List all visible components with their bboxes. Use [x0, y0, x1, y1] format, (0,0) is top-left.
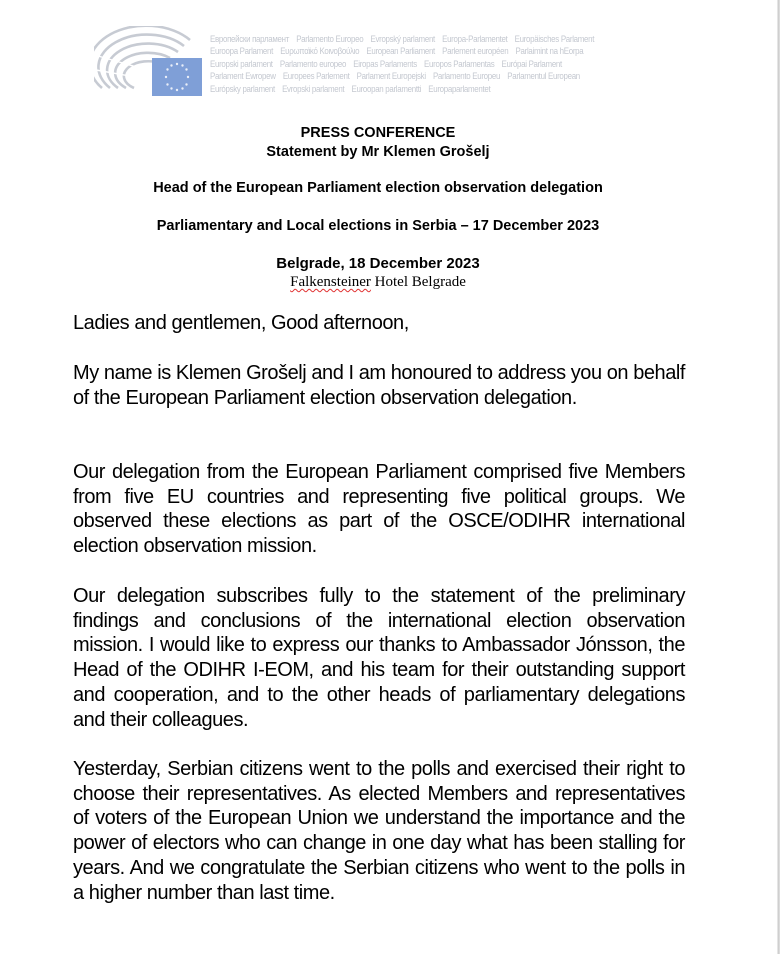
lang-name: Ευρωπαϊκό Κοινοβούλιο — [280, 46, 360, 57]
lang-line — [210, 45, 584, 57]
misspelled-word[interactable]: Falkensteiner — [290, 274, 371, 290]
lang-name: Európsky parlament — [210, 83, 275, 94]
lang-name: Europaparlamentet — [428, 83, 491, 94]
lang-name: Parlamento Europeu — [432, 71, 501, 82]
lang-line — [210, 58, 562, 70]
lang-name: Europski parlament — [210, 58, 273, 69]
lang-name: Evropski parlament — [282, 83, 345, 94]
lang-name: Европейски парламент — [210, 34, 290, 44]
paragraph-text: Our delegation subscribes fully to the statement of the preliminary findings and conclusions of the international election observation mission. I would like to express our thanks to Ambassador Jónsson, the Head of the ODIHR I-EOM, and his team for their outstanding support and cooperation, and to the other heads of parliamentary delegations and their colleagues. — [73, 585, 685, 731]
lang-name: Parlament Europejski — [356, 71, 426, 82]
lang-name: Parlaimint na hEorpa — [515, 46, 584, 57]
lang-name: Euroopan parlamentti — [351, 83, 422, 94]
lang-name: Eiropas Parlaments — [353, 58, 417, 69]
lang-name: Parlament Ewropew — [210, 71, 276, 82]
paragraph-delegation — [73, 460, 685, 559]
lang-name: Parlamento Europeo — [296, 34, 364, 44]
lang-name: Euroopa Parlament — [210, 46, 274, 57]
lang-line — [210, 83, 562, 95]
venue-text: Hotel Belgrade — [370, 274, 466, 290]
lang-line — [210, 33, 595, 45]
greeting-text: Ladies and gentlemen, Good afternoon, — [73, 312, 409, 334]
date-place-heading: Belgrade, 18 December 2023 — [276, 255, 480, 272]
paragraph-text: Yesterday, Serbian citizens went to the polls and exercised their right to choose their representatives. As elected Members and representatives of voters of the European Union we understand the importance and the power of electors who can change in one day what has been stalling for years. And we congratulate the Serbian citizens who went to the polls in a higher number than last time. — [73, 758, 685, 904]
lang-name: Europees Parlement — [282, 71, 350, 82]
parliament-names-multilingual — [210, 33, 595, 95]
lang-name: Parlamentul European — [507, 71, 580, 82]
paragraph-thanks — [73, 584, 685, 732]
paragraph-text: Our delegation from the European Parliament comprised five Members from five EU countries and representing five political groups. We observed these elections as part of the OSCE/ODIHR international election observation mission. — [73, 461, 685, 558]
statement-by-heading: Statement by Mr Klemen Grošelj — [266, 144, 490, 160]
election-heading: Parliamentary and Local elections in Serbia – 17 December 2023 — [156, 218, 600, 234]
venue-line — [0, 274, 756, 291]
paragraph-introduction — [73, 361, 685, 410]
lang-name: European Parliament — [366, 46, 435, 57]
paragraph-text: My name is Klemen Grošelj and I am honoured to address you on behalf of the European Parliament election observation delegation. — [73, 362, 685, 409]
press-conference-heading: PRESS CONFERENCE — [300, 125, 456, 141]
european-parliament-logo-icon — [94, 26, 206, 98]
lang-name: Europäisches Parlament — [514, 34, 595, 44]
greeting — [73, 311, 685, 336]
role-heading: Head of the European Parliament election observation delegation — [153, 180, 603, 196]
lang-name: Europa-Parlamentet — [442, 34, 508, 44]
paragraph-elections — [73, 757, 685, 905]
lang-name: Europos Parlamentas — [424, 58, 495, 69]
lang-line — [210, 70, 580, 82]
lang-name: Parlamento europeo — [279, 58, 347, 69]
lang-name: Európai Parlament — [501, 58, 562, 69]
lang-name: Parlement européen — [442, 46, 509, 57]
lang-name: Evropský parlament — [370, 34, 435, 44]
